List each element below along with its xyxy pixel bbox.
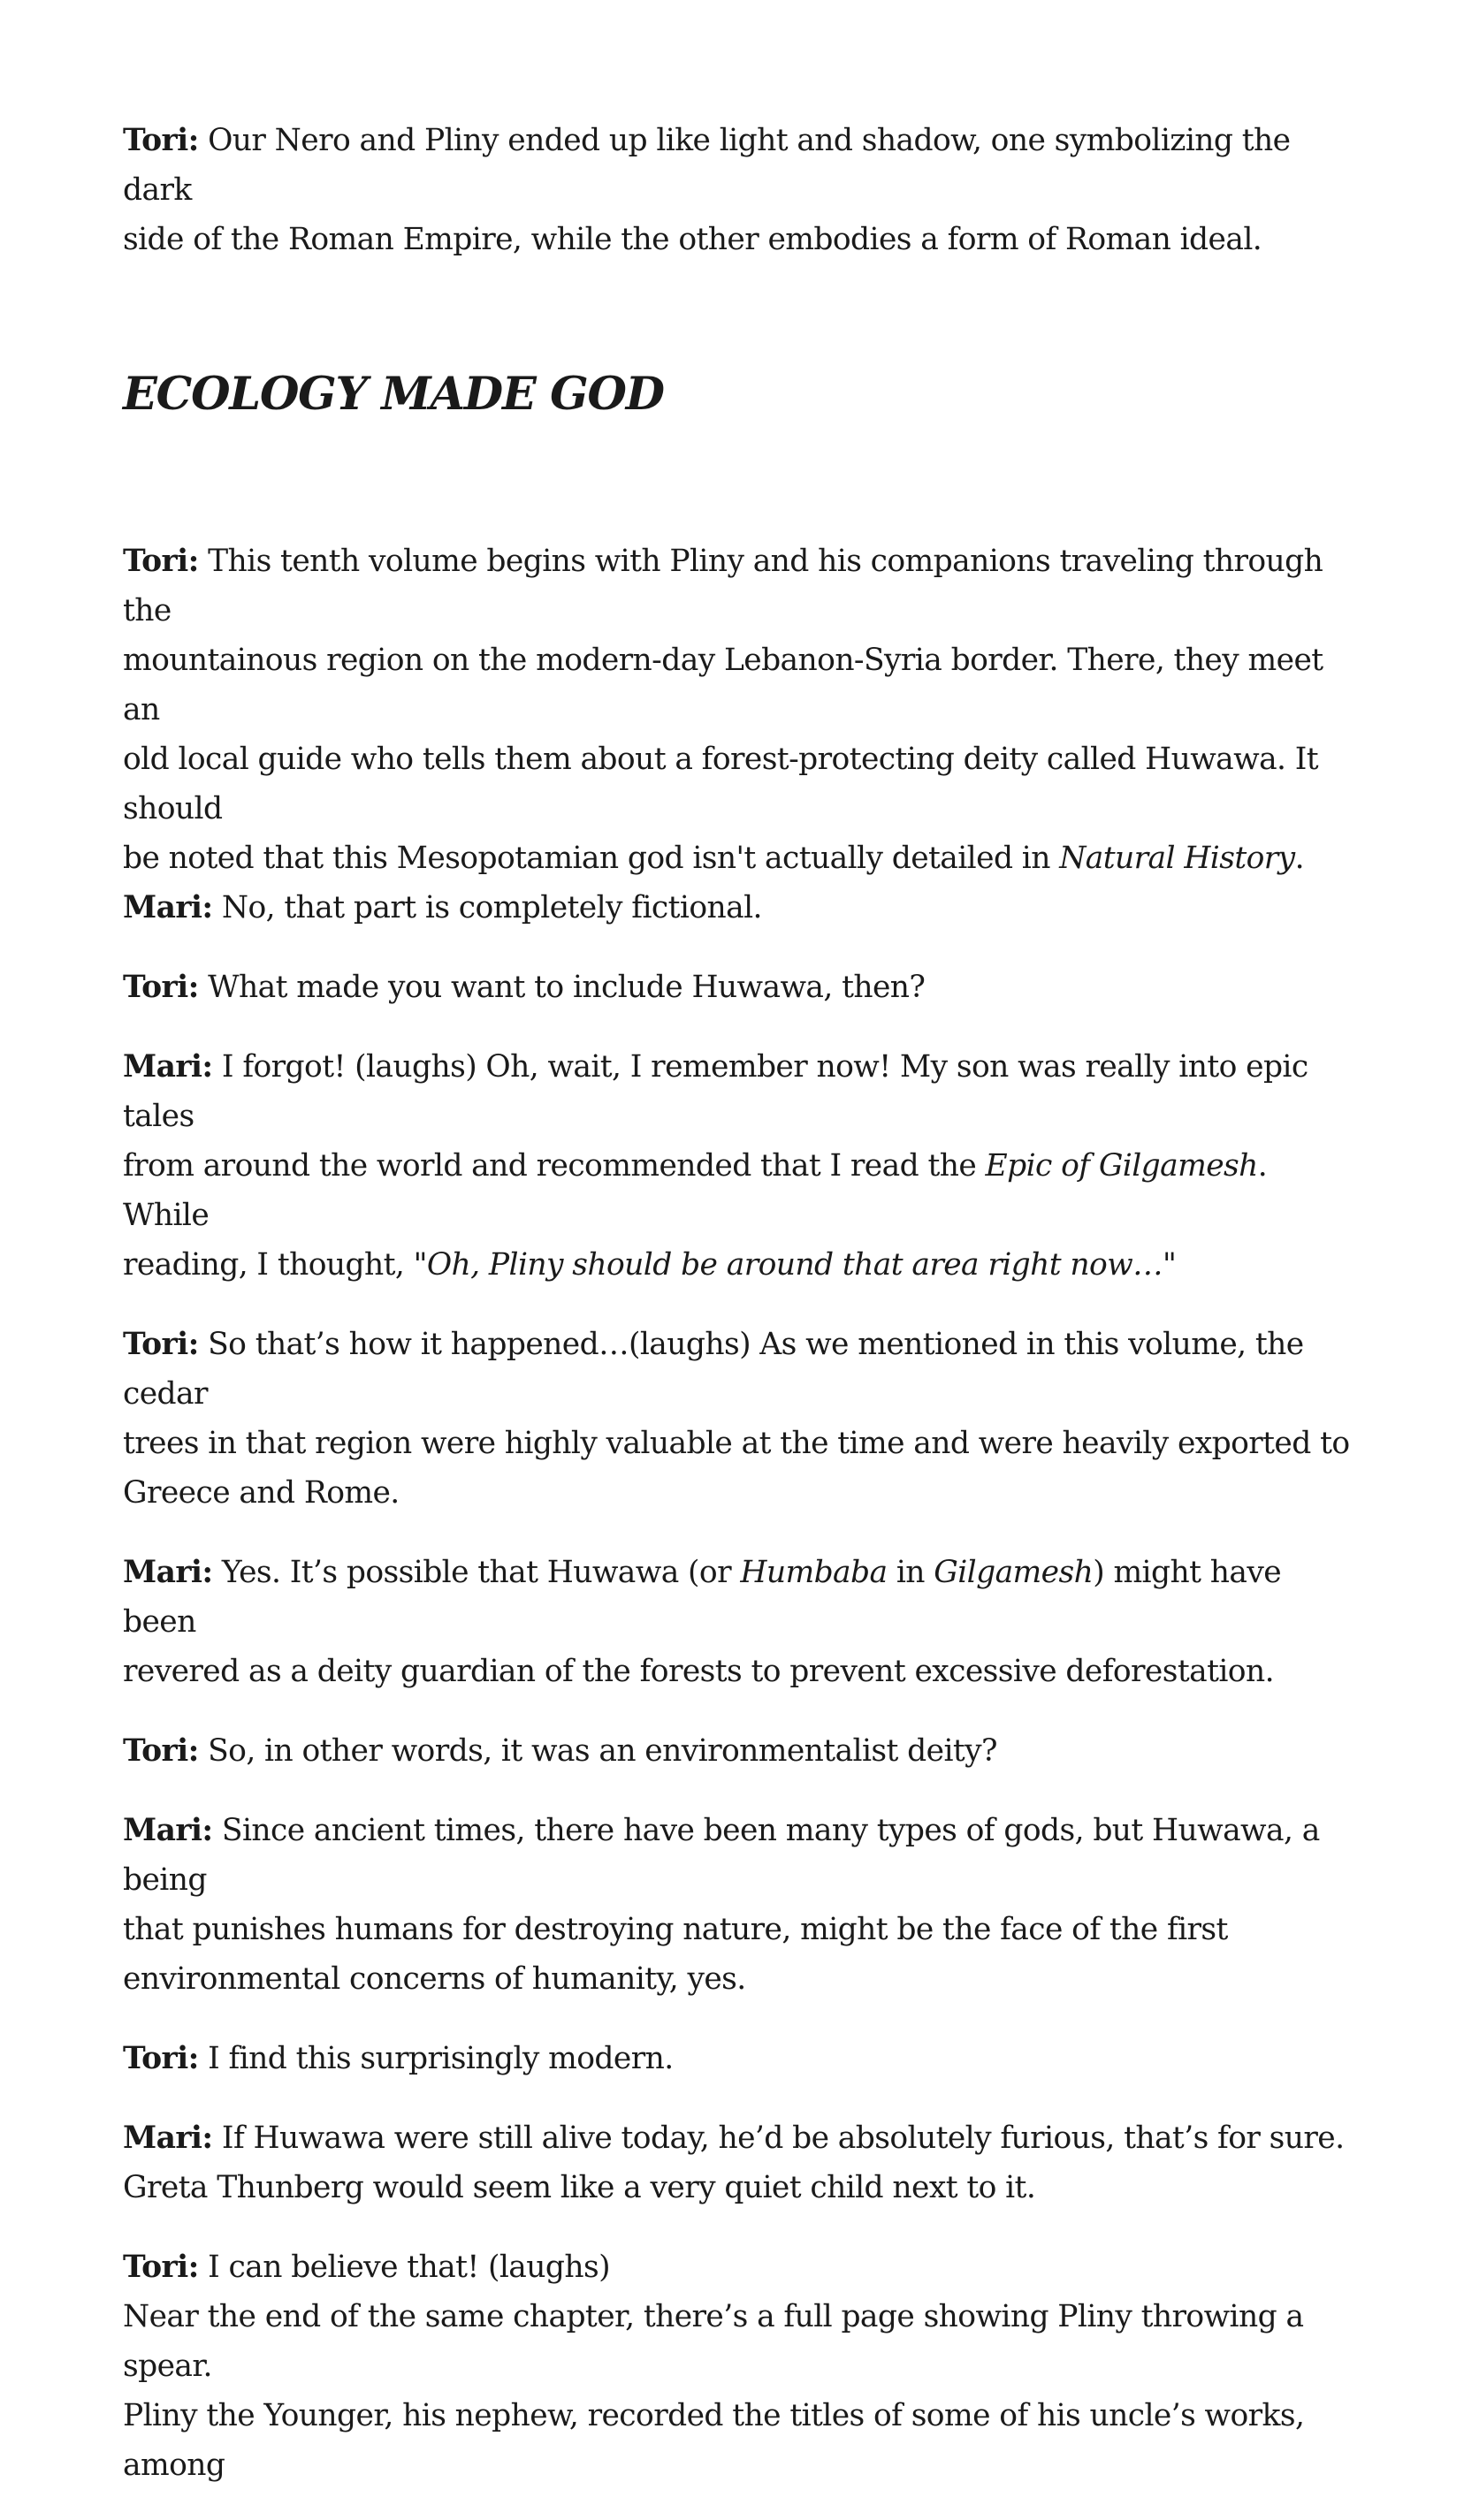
text-line (123, 1726, 1361, 1776)
dialogue-paragraph (123, 963, 1361, 1012)
italic-text: Natural History (1059, 841, 1295, 876)
italic-text: "Oh, Pliny should be around that area right now…" (413, 1247, 1177, 1283)
speaker-name: Tori: (123, 123, 199, 158)
text-segment: This tenth volume begins with Pliny and his companions traveling through the (123, 544, 1323, 628)
text-segment: No, that part is completely fictional. (212, 890, 762, 925)
text-line (123, 2163, 1361, 2212)
dialogue-paragraph (123, 1726, 1361, 1776)
speaker-name: Tori: (123, 1733, 199, 1769)
speaker-name: Tori: (123, 2250, 199, 2285)
speaker-name: Mari: (123, 1555, 213, 1590)
section-heading: ECOLOGY MADE GOD (123, 368, 664, 421)
text-line (123, 1320, 1361, 1419)
speaker-name: Tori: (123, 970, 199, 1005)
text-segment: Since ancient times, there have been many types of gods, but Huwawa, a being (123, 1813, 1320, 1898)
text-line (123, 2034, 1361, 2083)
italic-text: Humbaba (740, 1555, 888, 1590)
text-line (123, 1042, 1361, 1141)
text-segment: ) might have been (123, 1555, 1282, 1640)
text-segment: environmental concerns of humanity, yes. (123, 1961, 746, 1997)
text-line (123, 883, 1361, 933)
dialogue-paragraph (123, 2242, 1361, 2490)
speaker-name: Tori: (123, 1327, 199, 1362)
interview-section (123, 537, 1361, 2490)
text-segment: revered as a deity guardian of the forests to prevent excessive deforestation. (123, 1654, 1274, 1689)
text-segment: I forgot! (laughs) Oh, wait, I remember now! My son was really into epic tales (123, 1049, 1308, 1134)
speaker-name: Mari: (123, 1049, 213, 1085)
text-segment: mountainous region on the modern-day Lebanon-Syria border. There, they meet an (123, 643, 1323, 727)
text-segment: . (1294, 841, 1304, 876)
italic-text: Gilgamesh (934, 1555, 1094, 1590)
text-segment: What made you want to include Huwawa, then? (198, 970, 926, 1005)
text-segment: Greece and Rome. (123, 1475, 400, 1511)
speaker-name: Mari: (123, 2120, 213, 2156)
dialogue-paragraph (123, 2034, 1361, 2083)
text-segment: Yes. It’s possible that Huwawa (or (212, 1555, 741, 1590)
text-segment: in (887, 1555, 934, 1590)
text-segment: old local guide who tells them about a forest-protecting deity called Huwawa. It should (123, 742, 1319, 826)
text-line (123, 2242, 1361, 2292)
text-line (123, 1905, 1361, 1954)
text-line (123, 215, 1361, 264)
text-segment: I can believe that! (laughs) (198, 2250, 610, 2285)
text-line (123, 834, 1361, 883)
dialogue-paragraph (123, 1042, 1361, 1290)
text-line (123, 116, 1361, 215)
text-line (123, 1806, 1361, 1905)
text-segment: Near the end of the same chapter, there’s a full page showing Pliny throwing a spear. (123, 2299, 1304, 2384)
text-segment: If Huwawa were still alive today, he’d be absolutely furious, that’s for sure. (212, 2120, 1345, 2156)
dialogue-paragraph (123, 1320, 1361, 1518)
text-segment: from around the world and recommended that I read the (123, 1148, 986, 1184)
text-line (123, 1548, 1361, 1647)
text-line (123, 2113, 1361, 2163)
speaker-name: Tori: (123, 2041, 199, 2076)
text-line (123, 1419, 1361, 1468)
italic-text: Epic of Gilgamesh (985, 1148, 1258, 1184)
dialogue-paragraph (123, 2113, 1361, 2212)
text-line (123, 2391, 1361, 2490)
text-segment: reading, I thought, (123, 1247, 414, 1283)
text-line (123, 636, 1361, 735)
speaker-name: Tori: (123, 544, 199, 579)
text-line (123, 537, 1361, 636)
text-segment: trees in that region were highly valuable at the time and were heavily exported to (123, 1426, 1350, 1461)
text-line (123, 2292, 1361, 2391)
text-segment: Our Nero and Pliny ended up like light and shadow, one symbolizing the dark (123, 123, 1291, 208)
text-segment: . While (123, 1148, 1268, 1233)
dialogue-paragraph (123, 1548, 1361, 1696)
speaker-name: Mari: (123, 1813, 213, 1848)
text-segment: be noted that this Mesopotamian god isn't actually detailed in (123, 841, 1060, 876)
text-line (123, 1468, 1361, 1518)
text-segment: So that’s how it happened…(laughs) As we mentioned in this volume, the cedar (123, 1327, 1304, 1412)
text-line (123, 1647, 1361, 1696)
intro-section (123, 116, 1361, 264)
speaker-name: Mari: (123, 890, 213, 925)
text-line (123, 963, 1361, 1012)
text-segment: Greta Thunberg would seem like a very quiet child next to it. (123, 2170, 1036, 2205)
text-line (123, 1240, 1361, 1290)
dialogue-paragraph (123, 116, 1361, 264)
text-segment: So, in other words, it was an environmentalist deity? (198, 1733, 997, 1769)
text-segment: side of the Roman Empire, while the other embodies a form of Roman ideal. (123, 222, 1262, 257)
text-line (123, 1954, 1361, 2004)
dialogue-paragraph (123, 1806, 1361, 2004)
text-segment: that punishes humans for destroying nature, might be the face of the first (123, 1912, 1228, 1947)
text-line (123, 1141, 1361, 1240)
text-segment: Pliny the Younger, his nephew, recorded the titles of some of his uncle’s works, among (123, 2398, 1305, 2483)
text-segment: I find this surprisingly modern. (198, 2041, 674, 2076)
text-line (123, 735, 1361, 834)
document-page (123, 116, 1361, 2520)
dialogue-paragraph (123, 883, 1361, 933)
dialogue-paragraph (123, 537, 1361, 883)
